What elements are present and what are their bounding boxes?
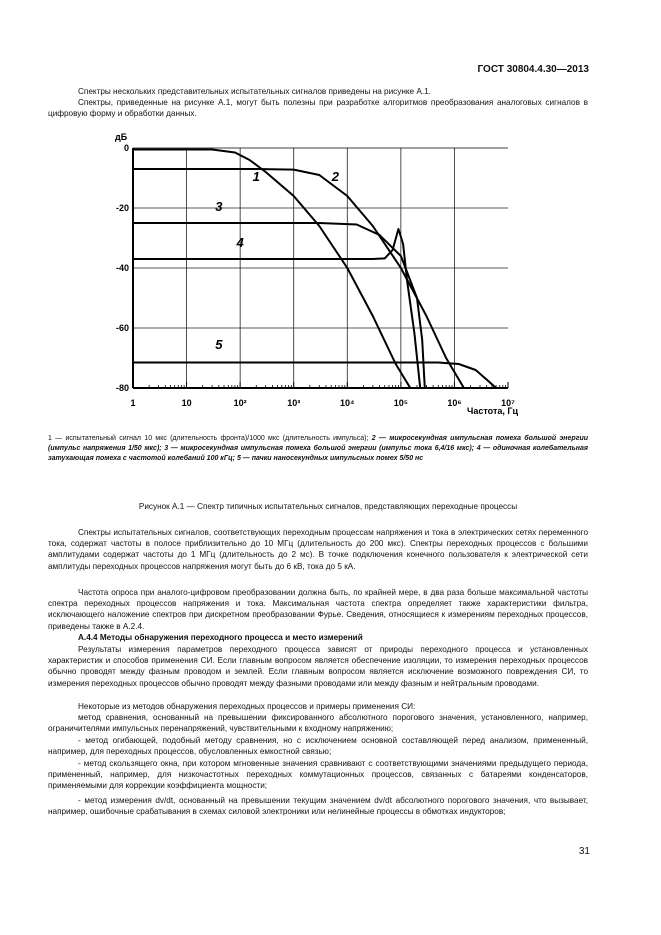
section-heading: А.4.4 Методы обнаружения переходного процесса и место измерений	[78, 633, 363, 642]
y-axis-label: дБ	[115, 132, 128, 142]
y-tick-label: -60	[115, 323, 129, 333]
legend-item-5: 5 — пачки наносекундных импульсных помех 5/50 нс	[236, 455, 424, 462]
legend-item-4: 4 — одиночная колебательная затухающая помеха с частотой колебаний 100 кГц;	[48, 445, 589, 462]
x-tick-label: 10⁵	[393, 398, 408, 408]
intro-paragraph-1: Спектры нескольких представительных испытательных сигналов приведены на рисунке А.1.	[78, 87, 431, 96]
body-paragraph-6: - метод огибающей, подобный методу сравнения, но с исключением основной составляющей перед анализом, примененный, например, для переходных процессов, обусловленных емкостной связью;	[48, 736, 588, 757]
legend-item-1: 1 — испытательный сигнал 10 мкс (длительность фронта)/1000 мкс (длительность импульса);	[48, 435, 369, 442]
body-paragraph-3: Результаты измерения параметров переходного процесса зависят от природы переходного процесса и установленных характеристик и способов применения СИ. Если главным вопросом является обеспечение изоляции, то измерения переходных процессов обычно проводят между фазным проводом и землей. Если главным вопросом является исключение возможного повреждения СИ, то измерения переходных процессов обычно проводят между фазными проводами или между фазным и нейтральным проводами.	[48, 645, 588, 688]
series-label-3: 3	[215, 199, 223, 214]
body-paragraph-5: метод сравнения, основанный на превышении фиксированного абсолютного порогового значения, установленного, например, ограничителями импульсных перенапряжений, чувствительными к входному напряжению;	[48, 713, 588, 734]
y-tick-label: 0	[123, 143, 129, 153]
series-line-4	[133, 229, 420, 388]
x-tick-label: 10⁴	[340, 398, 355, 408]
body-paragraph-2: Частота опроса при аналого-цифровом преобразовании должна быть, по крайней мере, в два раза больше максимальной частоты спектра переходных процессов напряжения и тока. Максимальная частота спектра определяет также характеристики фильтра, исключающего наложение спектров при дискретном преобразовании Фурье. Сведения, относящиеся к измерениям переходных процессов, приведены также в А.2.4.	[48, 588, 588, 631]
series-label-1: 1	[252, 169, 260, 184]
x-tick-label: 10⁶	[447, 398, 462, 408]
page-number: 31	[578, 846, 590, 857]
chart-grid	[133, 148, 508, 388]
body-paragraph-4: Некоторые из методов обнаружения переходных процессов и примеры применения СИ:	[78, 702, 416, 711]
y-tick-label: -40	[115, 263, 129, 273]
legend-item-3: 3 — микросекундная импульсная помеха большой энергии (импульс тока 6,4/16 мкс);	[164, 445, 475, 452]
chart-series	[133, 150, 496, 389]
x-tick-label: 10³	[287, 398, 301, 408]
series-label-5: 5	[215, 337, 223, 352]
x-tick-label: 10	[181, 398, 192, 408]
spectrum-chart	[0, 0, 661, 430]
figure-caption: Рисунок А.1 — Спектр типичных испытательных сигналов, представляющих переходные процессы	[138, 502, 518, 511]
series-label-4: 4	[236, 235, 244, 250]
body-paragraph-7: - метод скользящего окна, при котором мгновенные значения сравнивают с соответствующими значениями предыдущего периода, примененный, например, для низкочастотных переходных коммутационных процессов, связанных с батареями конденсаторов, применяемыми для коррекции коэффициента мощности;	[48, 759, 588, 791]
figure-legend	[48, 434, 588, 464]
x-tick-label: 10⁷	[501, 398, 515, 408]
legend-item-2: 2 — микросекундная импульсная помеха большой энергии (импульс напряжения 1/50 мкс);	[48, 435, 588, 452]
series-line-1	[133, 150, 410, 389]
y-tick-label: -80	[115, 383, 129, 393]
x-axis-label: Частота, Гц	[467, 406, 518, 416]
series-line-5	[133, 363, 496, 389]
x-tick-label: 10²	[233, 398, 247, 408]
y-tick-label: -20	[115, 203, 129, 213]
x-tick-label: 1	[130, 398, 136, 408]
series-label-2: 2	[331, 169, 340, 184]
document-header: ГОСТ 30804.4.30—2013	[477, 64, 589, 75]
intro-paragraph-2: Спектры, приведенные на рисунке А.1, могут быть полезны при разработке алгоритмов преобразования аналоговых сигналов в цифровую форму и обработки данных.	[48, 98, 588, 119]
body-paragraph-8: - метод измерения dv/dt, основанный на превышении текущим значением dv/dt абсолютного порогового значения, что вызывает, например, ошибочные срабатывания в схемах силовой электроники или нелинейные процессы в обмотках индукторов;	[48, 796, 588, 817]
body-paragraph-1: Спектры испытательных сигналов, соответствующих переходным процессам напряжения и тока в электрических сетях переменного тока, содержат частоты в полосе приблизительно до 10 МГц (длительность до 200 мкс). Спектры переходных процессов с большими амплитудами содержат частоты до 1 МГц (длительность до 2 мс). В точке подключения конечного пользователя к электрической сети амплитуды переходных процессов напряжения могут быть до 6 кВ, тока до 5 кА.	[48, 528, 588, 571]
